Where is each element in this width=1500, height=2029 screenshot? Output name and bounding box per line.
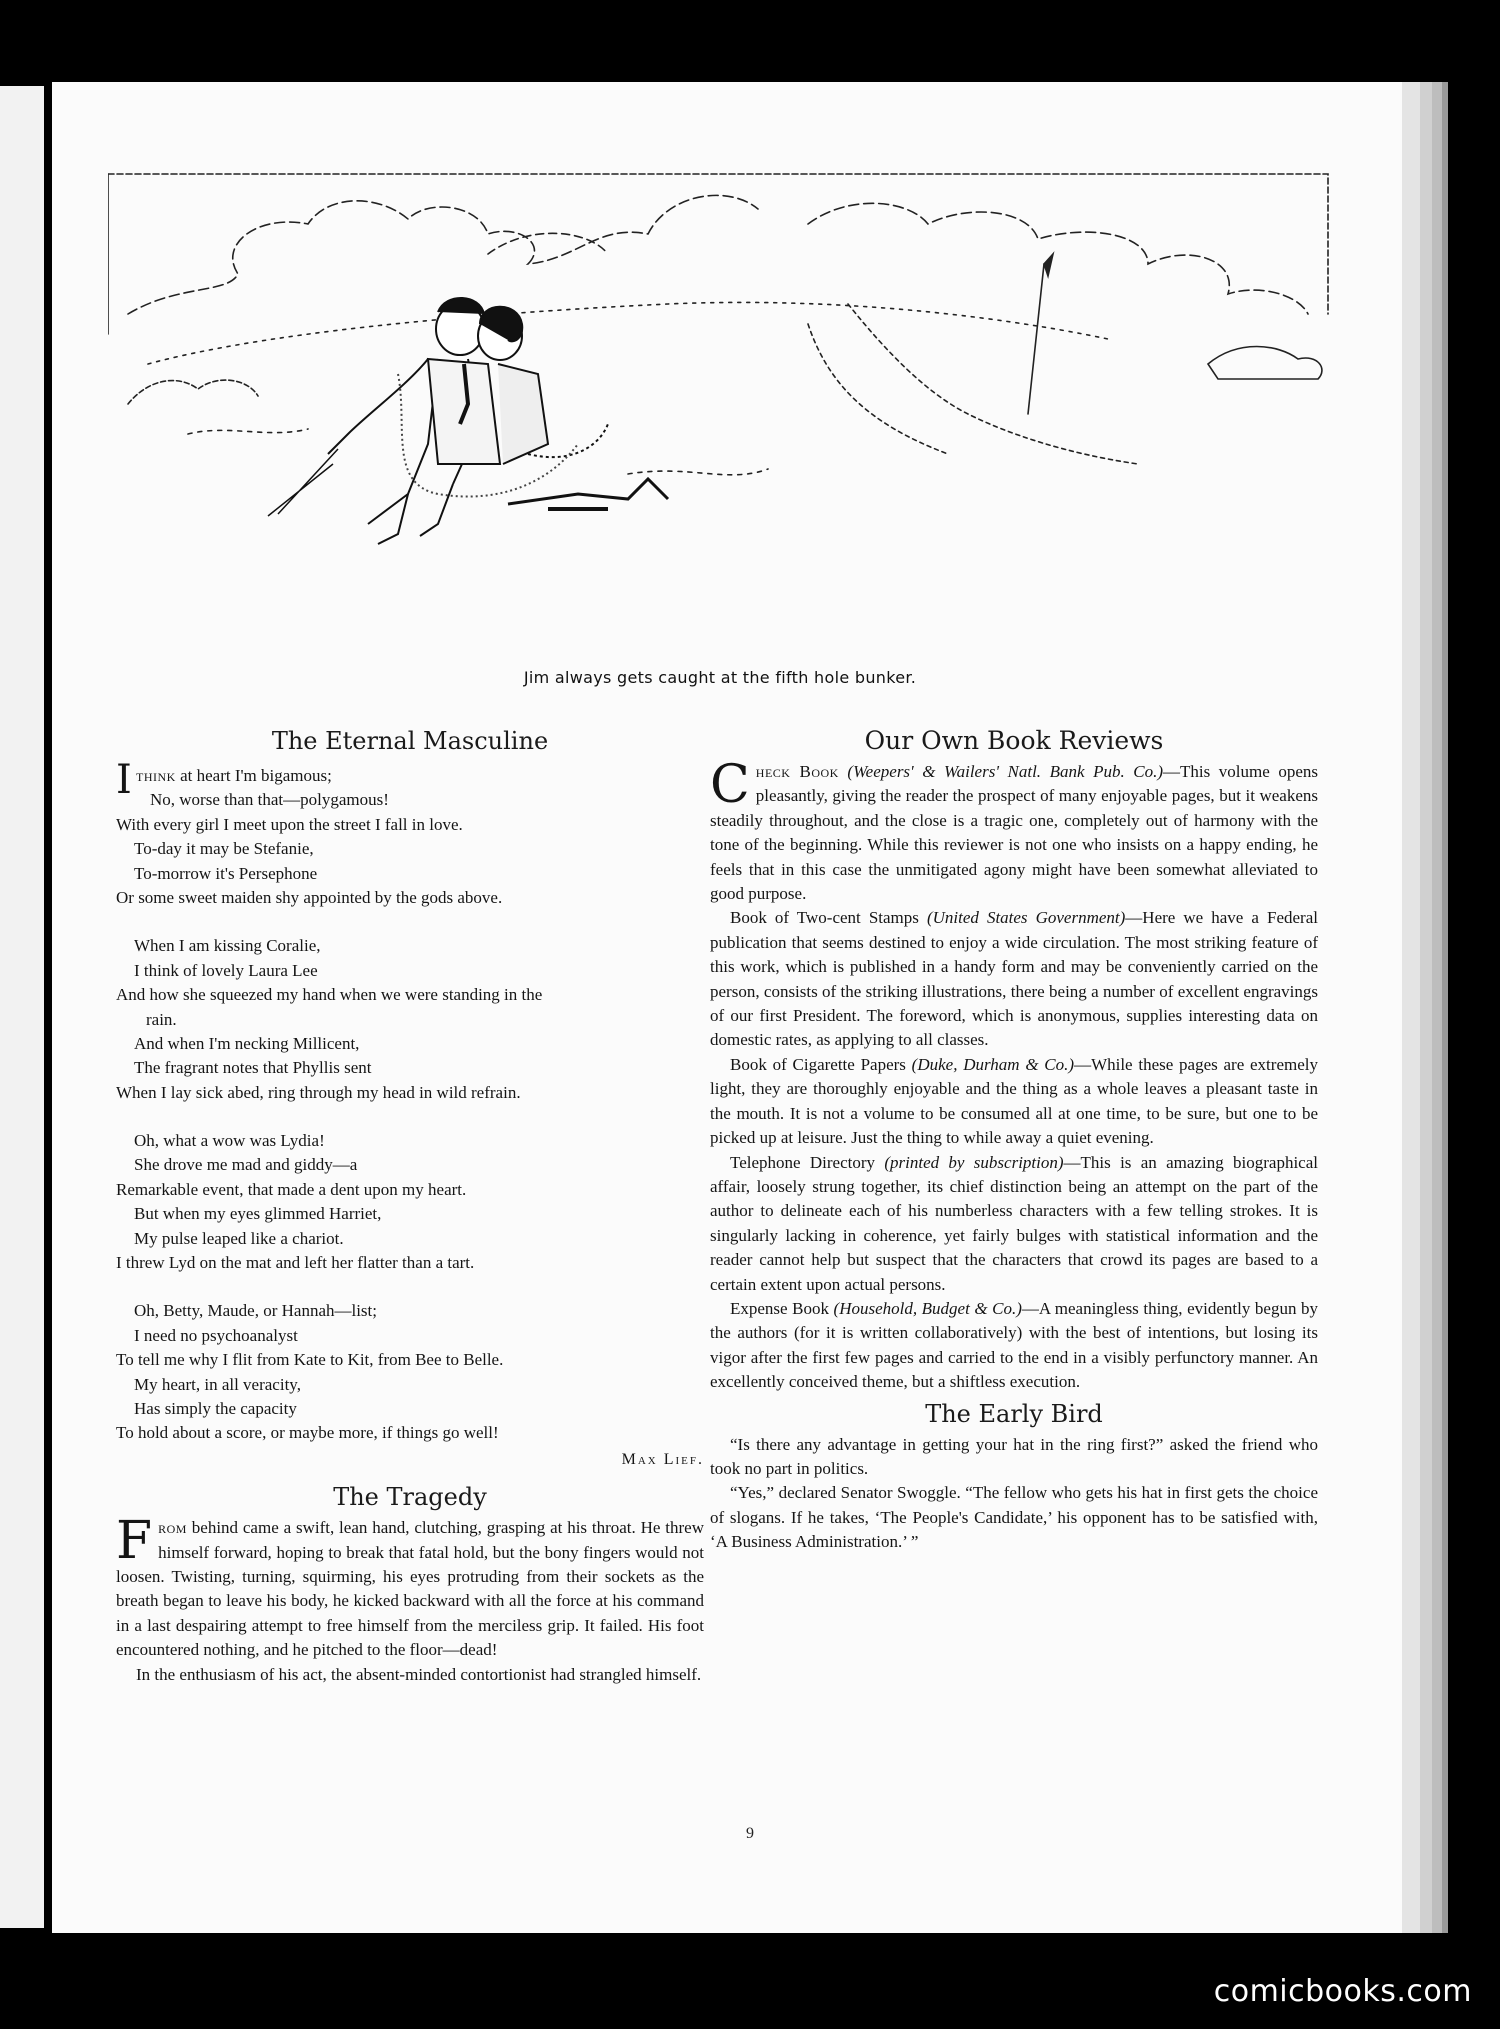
poem-line: I think of lovely Laura Lee [134, 960, 318, 980]
page-stack-edge [1432, 82, 1442, 1933]
bird-body [710, 1433, 1318, 1555]
poem-line: When I lay sick abed, ring through my head in wild refrain. [116, 1082, 521, 1102]
poem-line: My heart, in all veracity, [134, 1374, 301, 1394]
story-drop-cap: F [116, 1511, 153, 1572]
poem-line: When I am kissing Coralie, [134, 936, 321, 956]
poem-author: Max Lief. [621, 1450, 704, 1468]
cloud-right [808, 203, 1308, 314]
poem-line: The fragrant notes that Phyllis sent [134, 1058, 372, 1078]
review-paragraph: Book of Cigarette Papers (Duke, Durham & Co.)—While these pages are extremely light, they are thoroughly enjoyable and the thing as a whole leaves a pleasant taste in the mouth. It is not a volume to be consumed all at one time, to be sure, but one to be picked up at leisure. Just the thing to while away a quiet evening. [710, 1054, 1318, 1148]
cloud-left [128, 195, 758, 314]
bird-paragraph: “Yes,” declared Senator Swoggle. “The fellow who gets his hat in first gets the choice of slogans. If he takes, ‘The People's Candidate,’ his opponent has to be satisfied with, ‘A Business Administration.’ ” [710, 1483, 1318, 1552]
poem-line: With every girl I meet upon the street I fall in love. [116, 814, 463, 834]
poem-line: Or some sweet maiden shy appointed by the gods above. [116, 887, 503, 907]
poem-drop-cap: I [116, 757, 132, 803]
flag-pole [1028, 264, 1044, 414]
poem-line: Oh, what a wow was Lydia! [134, 1131, 325, 1151]
poem-line: To tell me why I flit from Kate to Kit, from Bee to Belle. [116, 1350, 504, 1370]
poem-line: I need no psychoanalyst [134, 1325, 298, 1345]
poem-line: To hold about a score, or maybe more, if things go well! [116, 1423, 499, 1443]
poem-line: But when my eyes glimmed Harriet, [134, 1204, 382, 1224]
review-paragraph: Book of Two-cent Stamps (United States Government)—Here we have a Federal publication that seems destined to enjoy a wide circulation. The most striking feature of this work, which is published in a handy form and may be conveniently carried on the person, consists of the striking illustrations, there being a number of excellent engravings of our first President. The foreword, which is anonymous, supplies interesting data on domestic rates, as applying to all classes. [710, 908, 1318, 1050]
poem-line: Remarkable event, that made a dent upon my heart. [116, 1179, 467, 1199]
flag [1044, 254, 1053, 276]
story-paragraph: In the enthusiasm of his act, the absent-minded contortionist had strangled himself. [136, 1664, 702, 1684]
page-number: 9 [746, 1825, 754, 1842]
bush-right [1208, 347, 1322, 380]
right-column [710, 722, 1318, 1555]
poem-line: Has simply the capacity [134, 1398, 297, 1418]
poem-line: My pulse leaped like a chariot. [134, 1228, 344, 1248]
poem-line: And when I'm necking Millicent, [134, 1033, 360, 1053]
page-stack-edge [1402, 82, 1420, 1933]
bird-paragraph: “Is there any advantage in getting your hat in the ring first?” asked the friend who took no part in politics. [710, 1434, 1318, 1478]
bush-left [128, 380, 258, 404]
poem-line: She drove me mad and giddy—a [134, 1155, 358, 1175]
poem-line: Oh, Betty, Maude, or Hannah—list; [134, 1301, 377, 1321]
poem-title: The Eternal Masculine [271, 727, 549, 755]
reviews-title: Our Own Book Reviews [864, 726, 1164, 755]
poem-line: I threw Lyd on the mat and left her flatter than a tart. [116, 1253, 475, 1273]
story-title: The Tragedy [333, 1483, 487, 1512]
poem-line: No, worse than that—polygamous! [150, 790, 389, 810]
poem-first-line: I think at heart I'm bigamous; [116, 757, 332, 803]
review-paragraph: Expense Book (Household, Budget & Co.)—A meaningless thing, evidently begun by the authors (for it is written collaboratively) with the best of intentions, but losing its vigor after the first few pages and carried to the end in a visibly perfunctory manner. An excellently conceived theme, but a shiftless execution. [710, 1298, 1318, 1392]
watermark-text: comicbooks.com [1213, 1974, 1472, 2009]
facing-page-edge [0, 86, 44, 1928]
page-stack-edge [1420, 82, 1432, 1933]
poem-line: To-day it may be Stefanie, [134, 839, 314, 859]
story-paragraph: From behind came a swift, lean hand, clutching, grasping at his throat. He threw himself forward, hoping to break that fatal hold, but the bony fingers would not loosen. Twisting, turning, squirming, his eyes protruding from their sockets as the breath began to leave his body, he kicked backward with all the force at his command in a last despairing attempt to free himself from the merciless grip. It failed. His foot encountered nothing, and he pitched to the floor—dead! [116, 1511, 704, 1660]
review-drop-cap: C [710, 755, 750, 815]
golf-couple-illustration [108, 164, 1332, 664]
poem-line: rain. [146, 1009, 177, 1029]
page-stack-edge [1442, 82, 1448, 1933]
poem-line: To-morrow it's Persephone [134, 863, 318, 883]
horizon-line [148, 302, 1108, 364]
poem [116, 757, 704, 1472]
reviews-body [710, 755, 1319, 1395]
review-paragraph: Check Book (Weepers' & Wailers' Natl. Bank Pub. Co.)—This volume opens pleasantly, giving the reader the prospect of many enjoyable pages, but it weakens steadily throughout, and the close is a tragic one, completely out of harmony with the tone of the beginning. While this reviewer is not one who insists on a happy ending, he feels that in this case the unmitigated agony might have been somewhat alleviated to good purpose. [710, 755, 1319, 904]
left-column [116, 722, 704, 1687]
couple-figure [268, 298, 668, 544]
illustration-caption: Jim always gets caught at the fifth hole bunker. [523, 668, 917, 687]
bird-title: The Early Bird [925, 1399, 1103, 1428]
review-paragraph: Telephone Directory (printed by subscription)—This is an amazing biographical affair, loosely strung together, its chief distinction being an attempt on the part of the author to delineate each of his numberless characters with a few telling strokes. It is singularly lacking in coherence, yet fairly bulges with statistical information and the reader cannot help but suspect that the characters that crowd its pages are based to a certain extent upon actual persons. [710, 1152, 1318, 1294]
poem-line: And how she squeezed my hand when we were standing in the [116, 985, 543, 1005]
story-body [116, 1511, 704, 1687]
